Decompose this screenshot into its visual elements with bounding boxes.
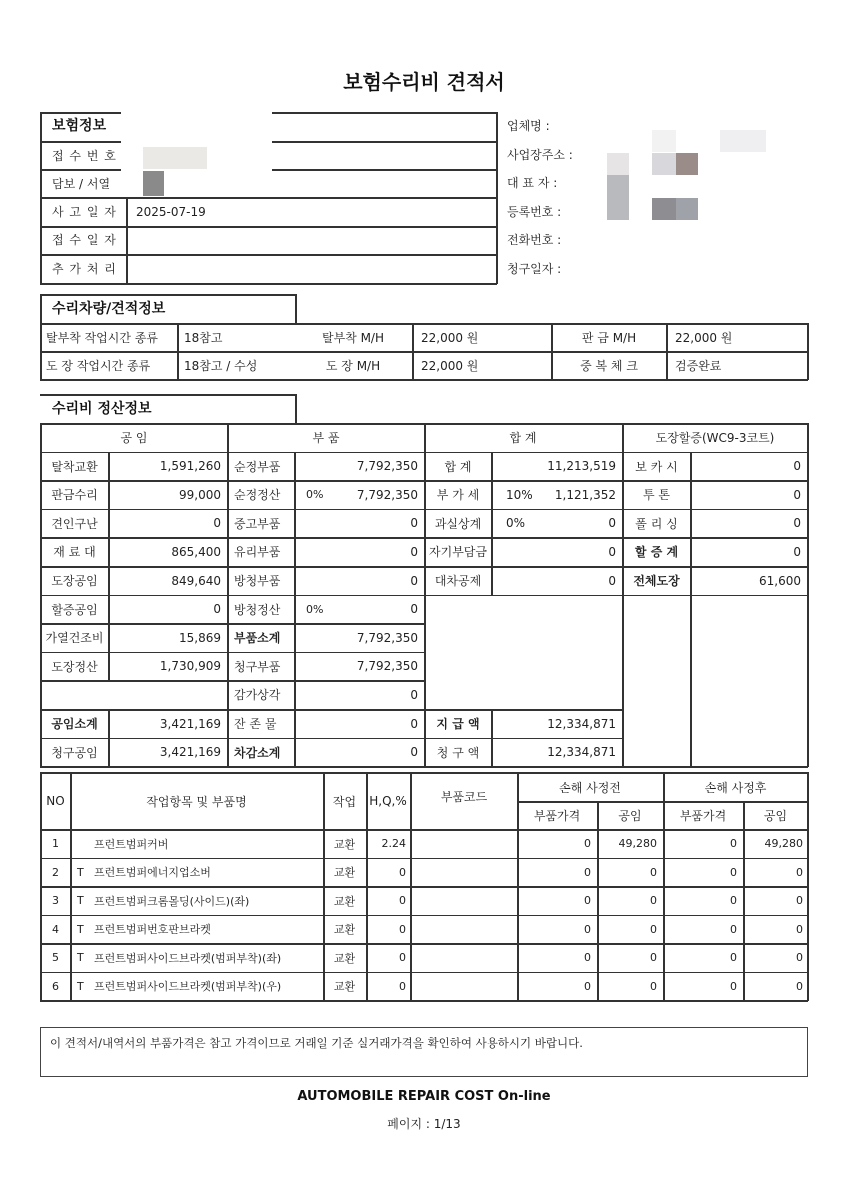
item-name: 프런트범퍼사이드브라켓(범퍼부착)(좌) bbox=[94, 951, 282, 965]
total-label: 자기부담금 bbox=[429, 545, 487, 560]
part-code bbox=[411, 916, 517, 943]
paint-label: 전체도장 bbox=[633, 574, 680, 588]
hq-value: 0 bbox=[399, 865, 406, 879]
labor-value: 3,421,169 bbox=[159, 745, 221, 760]
parts-label: 순정부품 bbox=[234, 459, 281, 474]
before-labor: 0 bbox=[650, 922, 657, 936]
hq-value: 2.24 bbox=[381, 837, 406, 850]
parts-value: 7,792,350 bbox=[356, 630, 418, 645]
insurance-section-title: 보험정보 bbox=[52, 118, 107, 134]
before-part-price: 0 bbox=[584, 922, 591, 936]
redacted-company-info bbox=[652, 198, 676, 220]
work-time-type-value: 18참고 / 수성 bbox=[184, 359, 258, 373]
labor-label: 도장정산 bbox=[51, 659, 98, 674]
after-part-price: 0 bbox=[730, 865, 737, 879]
divider bbox=[272, 169, 497, 171]
field-label: 접 수 번 호 bbox=[52, 149, 117, 163]
divider bbox=[424, 766, 622, 768]
row-number: 1 bbox=[52, 837, 59, 850]
labor-label: 탈착교환 bbox=[51, 459, 98, 474]
labor-value: 99,000 bbox=[179, 487, 221, 502]
divider bbox=[496, 112, 498, 284]
total-pct: 0% bbox=[506, 516, 526, 531]
divider bbox=[40, 254, 497, 256]
hq-value: 0 bbox=[399, 951, 406, 964]
divider bbox=[40, 112, 42, 284]
parts-label: 방청정산 bbox=[234, 602, 281, 617]
labor-label: 판금수리 bbox=[51, 488, 98, 503]
col-header-name: 작업항목 및 부품명 bbox=[146, 794, 247, 809]
row-number: 2 bbox=[52, 865, 59, 879]
col-header-after-labor: 공임 bbox=[763, 808, 788, 823]
redacted-company-info bbox=[720, 130, 766, 152]
parts-label: 감가상각 bbox=[234, 688, 281, 703]
company-field-label: 업체명 : bbox=[507, 119, 550, 133]
parts-value: 0 bbox=[410, 687, 418, 702]
work-type: 교환 bbox=[333, 866, 356, 879]
col-header-hq: H,Q,% bbox=[369, 794, 407, 808]
paint-surcharge-header: 도장할증(WC9-3코트) bbox=[655, 431, 775, 445]
work-type: 교환 bbox=[333, 980, 356, 993]
paint-label: 투 톤 bbox=[643, 488, 670, 503]
work-time-type-label: 탈부착 작업시간 종류 bbox=[46, 331, 158, 345]
after-labor: 0 bbox=[796, 951, 803, 964]
col-header-before-part-price: 부품가격 bbox=[533, 808, 581, 823]
parts-label: 부품소계 bbox=[234, 631, 281, 646]
divider bbox=[40, 379, 808, 381]
parts-value: 0 bbox=[410, 544, 418, 559]
divider bbox=[40, 112, 121, 114]
part-code bbox=[411, 973, 517, 1000]
divider bbox=[40, 294, 296, 296]
total-label: 대차공제 bbox=[434, 574, 482, 588]
labor-label: 가열건조비 bbox=[45, 631, 104, 646]
divider bbox=[40, 141, 121, 143]
after-part-price: 0 bbox=[730, 894, 737, 907]
total-value: 0 bbox=[608, 573, 616, 588]
parts-label: 중고부품 bbox=[234, 516, 281, 531]
after-labor: 0 bbox=[796, 894, 803, 907]
parts-value: 7,792,350 bbox=[356, 659, 418, 674]
after-labor: 0 bbox=[796, 922, 803, 936]
duplicate-check-value: 검증완료 bbox=[675, 359, 722, 373]
accident-date-value: 2025-07-19 bbox=[136, 205, 206, 219]
redacted-company-info bbox=[676, 153, 698, 175]
paint-label: 보 카 시 bbox=[635, 459, 678, 474]
parts-label: 순정정산 bbox=[234, 488, 281, 503]
divider bbox=[40, 226, 497, 228]
labor-value: 865,400 bbox=[171, 544, 221, 559]
redacted-company-info bbox=[607, 175, 629, 220]
redacted-receipt-number bbox=[143, 147, 207, 169]
total-value: 0 bbox=[608, 544, 616, 559]
col-header-after-part-price: 부품가격 bbox=[679, 808, 727, 823]
after-labor: 49,280 bbox=[764, 837, 803, 850]
item-name: 프런트범퍼크롬몰딩(사이드)(좌) bbox=[94, 894, 250, 908]
labor-value: 15,869 bbox=[179, 630, 221, 645]
work-type: 교환 bbox=[333, 837, 356, 851]
parts-value: 0 bbox=[410, 573, 418, 588]
mh-label: 도 장 M/H bbox=[325, 359, 381, 373]
parts-value: 7,792,350 bbox=[356, 487, 418, 502]
divider bbox=[807, 323, 809, 380]
divider bbox=[295, 394, 297, 423]
before-part-price: 0 bbox=[584, 951, 591, 964]
part-code bbox=[411, 944, 517, 971]
paint-value: 61,600 bbox=[759, 573, 801, 588]
parts-label: 방청부품 bbox=[234, 574, 281, 588]
item-name: 프런트범퍼커버 bbox=[94, 837, 169, 851]
divider bbox=[40, 169, 121, 171]
col-header-part-code: 부품코드 bbox=[440, 789, 488, 804]
labor-header: 공 임 bbox=[120, 431, 148, 445]
redacted-company-info bbox=[652, 130, 676, 152]
row-flag: T bbox=[77, 865, 84, 879]
parts-value: 0 bbox=[410, 602, 418, 617]
payment-amount-label: 지 급 액 bbox=[436, 717, 480, 731]
divider bbox=[295, 294, 297, 324]
row-flag: T bbox=[77, 922, 84, 936]
paint-label: 폴 리 싱 bbox=[635, 516, 678, 531]
hq-value: 0 bbox=[399, 979, 406, 993]
col-header-after-assessment: 손해 사정후 bbox=[704, 780, 767, 795]
total-header: 합 계 bbox=[509, 431, 537, 445]
part-code bbox=[411, 859, 517, 886]
company-field-label: 대 표 자 : bbox=[507, 176, 558, 190]
divider bbox=[272, 112, 497, 114]
col-header-before-assessment: 손해 사정전 bbox=[559, 780, 621, 795]
divider bbox=[40, 197, 497, 199]
divider bbox=[424, 595, 622, 597]
company-field-label: 청구일자 : bbox=[507, 262, 562, 276]
redacted-coverage bbox=[143, 171, 164, 196]
before-part-price: 0 bbox=[584, 894, 591, 907]
after-labor: 0 bbox=[796, 979, 803, 993]
total-label: 부 가 세 bbox=[436, 488, 480, 503]
paint-value: 0 bbox=[793, 544, 801, 559]
parts-value: 7,792,350 bbox=[356, 459, 418, 474]
work-time-type-label: 도 장 작업시간 종류 bbox=[46, 359, 151, 373]
labor-label: 도장공임 bbox=[51, 574, 98, 588]
before-part-price: 0 bbox=[584, 837, 591, 850]
paint-value: 0 bbox=[793, 516, 801, 531]
hq-value: 0 bbox=[399, 894, 406, 907]
company-field-label: 등록번호 : bbox=[507, 205, 562, 219]
redacted-company-info bbox=[607, 153, 629, 175]
after-part-price: 0 bbox=[730, 837, 737, 850]
company-field-label: 사업장주소 : bbox=[507, 148, 573, 162]
parts-header: 부 품 bbox=[312, 431, 340, 445]
labor-value: 0 bbox=[213, 602, 221, 617]
after-labor: 0 bbox=[796, 865, 803, 879]
labor-value: 1,730,909 bbox=[159, 659, 221, 674]
page-indicator: 페이지 : 1/13 bbox=[387, 1117, 461, 1131]
before-labor: 0 bbox=[650, 865, 657, 879]
labor-label: 공임소계 bbox=[51, 717, 98, 731]
before-part-price: 0 bbox=[584, 865, 591, 879]
divider bbox=[272, 141, 497, 143]
parts-label: 청구부품 bbox=[234, 659, 281, 674]
divider bbox=[40, 772, 808, 774]
work-time-type-value: 18참고 bbox=[184, 331, 223, 345]
total-value: 0 bbox=[608, 516, 616, 531]
parts-label: 잔 존 물 bbox=[234, 717, 277, 731]
divider bbox=[807, 423, 809, 767]
labor-value: 849,640 bbox=[171, 573, 221, 588]
work-type: 교환 bbox=[333, 894, 356, 908]
redacted-company-info bbox=[676, 198, 698, 220]
parts-value: 0 bbox=[410, 516, 418, 531]
item-name: 프런트범퍼에너지업소버 bbox=[94, 866, 211, 879]
redacted-company-info bbox=[652, 153, 676, 175]
duplicate-check-label: 중 복 체 크 bbox=[580, 359, 638, 373]
mh-value: 22,000 원 bbox=[675, 331, 733, 345]
parts-label: 차감소계 bbox=[234, 745, 281, 760]
field-label: 접 수 일 자 bbox=[52, 233, 117, 247]
row-number: 4 bbox=[52, 922, 59, 936]
parts-pct: 0% bbox=[306, 602, 324, 616]
col-header-work: 작업 bbox=[332, 794, 357, 809]
divider bbox=[622, 595, 808, 597]
claim-amount-label: 청 구 액 bbox=[436, 745, 480, 760]
parts-value: 0 bbox=[410, 745, 418, 760]
row-number: 5 bbox=[52, 951, 59, 964]
field-label: 추 가 처 리 bbox=[52, 262, 117, 276]
before-labor: 0 bbox=[650, 894, 657, 907]
paint-value: 0 bbox=[793, 487, 801, 502]
hq-value: 0 bbox=[399, 922, 406, 936]
total-label: 과실상계 bbox=[434, 516, 482, 531]
labor-label: 견인구난 bbox=[51, 516, 98, 531]
mh-value: 22,000 원 bbox=[421, 359, 479, 373]
divider bbox=[40, 283, 497, 285]
before-labor: 0 bbox=[650, 951, 657, 964]
divider bbox=[126, 197, 128, 284]
paint-value: 0 bbox=[793, 459, 801, 474]
after-part-price: 0 bbox=[730, 922, 737, 936]
parts-pct: 0% bbox=[306, 488, 324, 502]
notice-box bbox=[40, 1027, 808, 1077]
row-flag: T bbox=[77, 979, 84, 993]
divider bbox=[40, 394, 296, 396]
vehicle-section-title: 수리차량/견적정보 bbox=[52, 301, 166, 317]
total-label: 합 계 bbox=[444, 459, 472, 474]
mh-label: 탈부착 M/H bbox=[321, 331, 384, 345]
before-labor: 0 bbox=[650, 979, 657, 993]
mh-value: 22,000 원 bbox=[421, 331, 479, 345]
item-name: 프런트범퍼사이드브라켓(범퍼부착)(우) bbox=[94, 980, 282, 993]
before-part-price: 0 bbox=[584, 979, 591, 993]
settlement-section-title: 수리비 정산정보 bbox=[52, 401, 152, 417]
row-number: 3 bbox=[52, 894, 59, 907]
mh-label: 판 금 M/H bbox=[581, 331, 637, 345]
company-field-label: 전화번호 : bbox=[507, 233, 562, 247]
labor-value: 1,591,260 bbox=[159, 459, 221, 474]
work-type: 교환 bbox=[333, 923, 356, 936]
col-header-before-labor: 공임 bbox=[618, 808, 642, 823]
row-flag: T bbox=[77, 894, 84, 907]
labor-label bbox=[41, 681, 108, 708]
labor-label: 할증공임 bbox=[51, 602, 98, 617]
labor-value: 0 bbox=[213, 516, 221, 531]
row-flag: T bbox=[77, 951, 84, 964]
divider bbox=[40, 1000, 808, 1002]
labor-value: 3,421,169 bbox=[159, 716, 221, 731]
total-value: 1,121,352 bbox=[554, 487, 616, 502]
col-header-no: NO bbox=[46, 794, 65, 808]
before-labor: 49,280 bbox=[618, 837, 657, 850]
parts-label: 유리부품 bbox=[234, 545, 281, 560]
part-code bbox=[411, 830, 517, 857]
divider bbox=[40, 766, 424, 768]
row-number: 6 bbox=[52, 979, 59, 993]
payment-amount-value: 12,334,871 bbox=[547, 716, 616, 731]
divider bbox=[807, 772, 809, 1001]
part-code bbox=[411, 887, 517, 914]
notice-text: 이 견적서/내역서의 부품가격은 참고 가격이므로 거래일 기준 실거래가격을 확인하여 사용하시기 바랍니다. bbox=[50, 1036, 583, 1050]
field-label: 담보 / 서열 bbox=[52, 177, 111, 191]
total-value: 11,213,519 bbox=[547, 459, 616, 474]
item-name: 프런트범퍼번호판브라켓 bbox=[94, 923, 211, 936]
claim-amount-value: 12,334,871 bbox=[547, 745, 616, 760]
labor-label: 재 료 대 bbox=[53, 545, 96, 560]
after-part-price: 0 bbox=[730, 951, 737, 964]
document-title: 보험수리비 견적서 bbox=[343, 70, 505, 94]
paint-label: 할 증 계 bbox=[634, 545, 679, 560]
work-type: 교환 bbox=[333, 951, 356, 965]
parts-value: 0 bbox=[410, 716, 418, 731]
labor-label: 청구공임 bbox=[51, 745, 98, 760]
footer-brand: AUTOMOBILE REPAIR COST On-line bbox=[297, 1089, 551, 1104]
after-part-price: 0 bbox=[730, 979, 737, 993]
total-pct: 10% bbox=[506, 487, 533, 502]
divider bbox=[622, 766, 808, 768]
field-label: 사 고 일 자 bbox=[52, 205, 117, 219]
labor-value bbox=[109, 681, 227, 708]
